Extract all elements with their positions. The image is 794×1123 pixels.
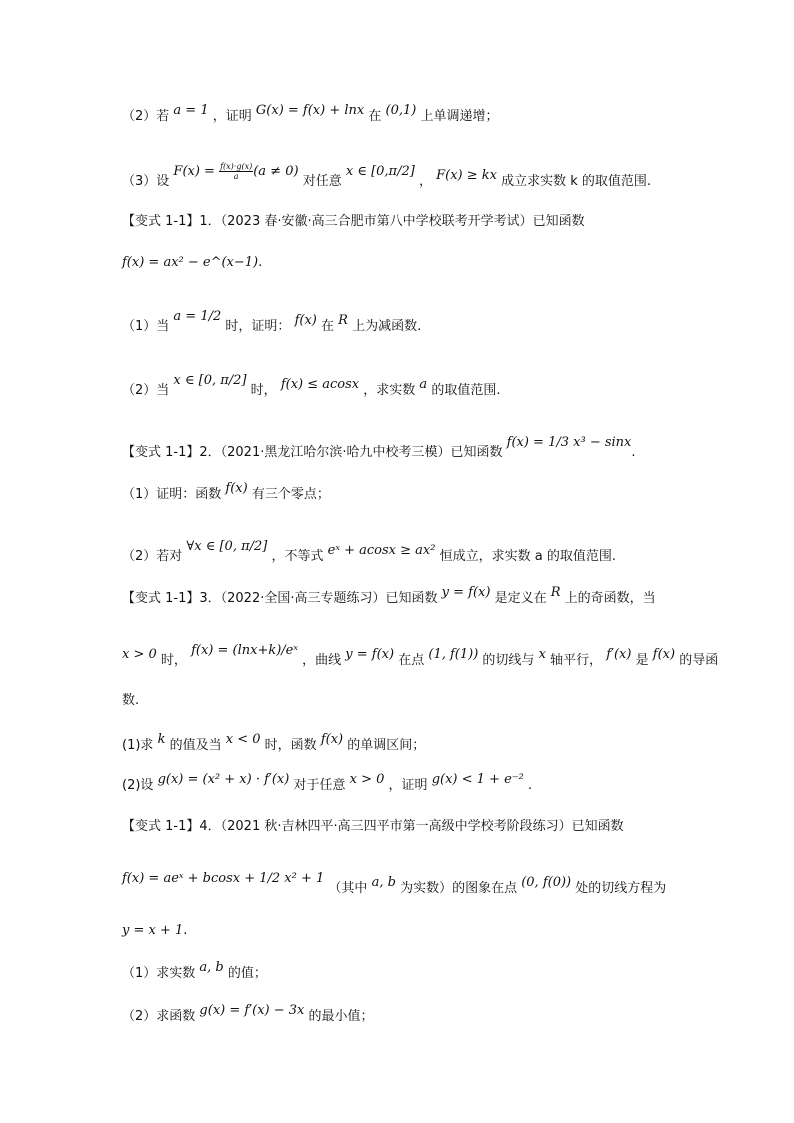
variant-2-part-2: （2）若对 ∀x ∈ [0, π/2] ，不等式 eˣ + acosx ≥ ax² 恒成立，求实数 a 的取值范围. bbox=[122, 539, 616, 564]
variant-3-part-1: (1)求 k 的值及当 x < 0 时，函数 f(x) 的单调区间； bbox=[122, 732, 426, 753]
variant-4-part-1: （1）求实数 a, b 的值； bbox=[122, 960, 267, 981]
variant-3-part-2: (2)设 g(x) = (x² + x) · f′(x) 对于任意 x > 0 ，证明 g(x) < 1 + e⁻² . bbox=[122, 772, 533, 793]
variant-heading-3: 【变式 1-1】3．（2022·全国·高三专题练习）已知函数 y = f(x) 是定义在 R 上的奇函数，当 bbox=[122, 585, 656, 606]
variant-heading-2: 【变式 1-1】2．（2021·黑龙江哈尔滨·哈九中校考三模）已知函数 f(x) = 1/3 x³ − sinx. bbox=[122, 435, 636, 460]
variant-4-part-2: （2）求函数 g(x) = f′(x) − 3x 的最小值； bbox=[122, 1003, 374, 1024]
variant-4-tangent: y = x + 1. bbox=[122, 923, 188, 938]
variant-1-part-2: （2）当 x ∈ [0, π/2] 时， f(x) ≤ acosx ，求实数 a 的取值范围. bbox=[122, 373, 501, 398]
variant-3-condition: x > 0 时， f(x) = (lnx+k)/eˣ ，曲线 y = f(x) 在点 (1, f(1)) 的切线与 x 轴平行， f′(x) 是 f(x) 的导函 bbox=[122, 643, 719, 668]
variant-1-part-1: （1）当 a = 1/2 时，证明： f(x) 在 R 上为减函数. bbox=[122, 309, 422, 334]
variant-heading-1: 【变式 1-1】1．（2023 春·安徽·高三合肥市第八中学校联考开学考试）已知函数 bbox=[122, 214, 585, 229]
function-definition-1: f(x) = ax² − e^(x−1). bbox=[122, 255, 263, 270]
variant-heading-4: 【变式 1-1】4．（2021 秋·吉林四平·高三四平市第一高级中学校考阶段练习）已知函数 bbox=[122, 819, 624, 834]
question-part-2: （2）若 a = 1 ，证明 G(x) = f(x) + lnx 在 (0,1) 上单调递增； bbox=[122, 103, 499, 124]
variant-4-function: f(x) = aeˣ + bcosx + 1/2 x² + 1 （其中 a, b 为实数）的图象在点 (0, f(0)) 处的切线方程为 bbox=[122, 871, 667, 896]
question-part-3: （3）设 F(x) = $\frac{f(x)\cdot g(x)}{a}$ (a ≠ 0) 对任意 x ∈ [0,π/2] ， F(x) ≥ kx 成立求实数 k 的取值范围. bbox=[122, 162, 652, 189]
fraction: $\frac{f(x)\cdot g(x)}{a}$ bbox=[220, 162, 253, 181]
variant-2-part-1: （1）证明：函数 f(x) 有三个零点； bbox=[122, 481, 330, 502]
variant-3-condition-cont: 数. bbox=[122, 693, 140, 708]
